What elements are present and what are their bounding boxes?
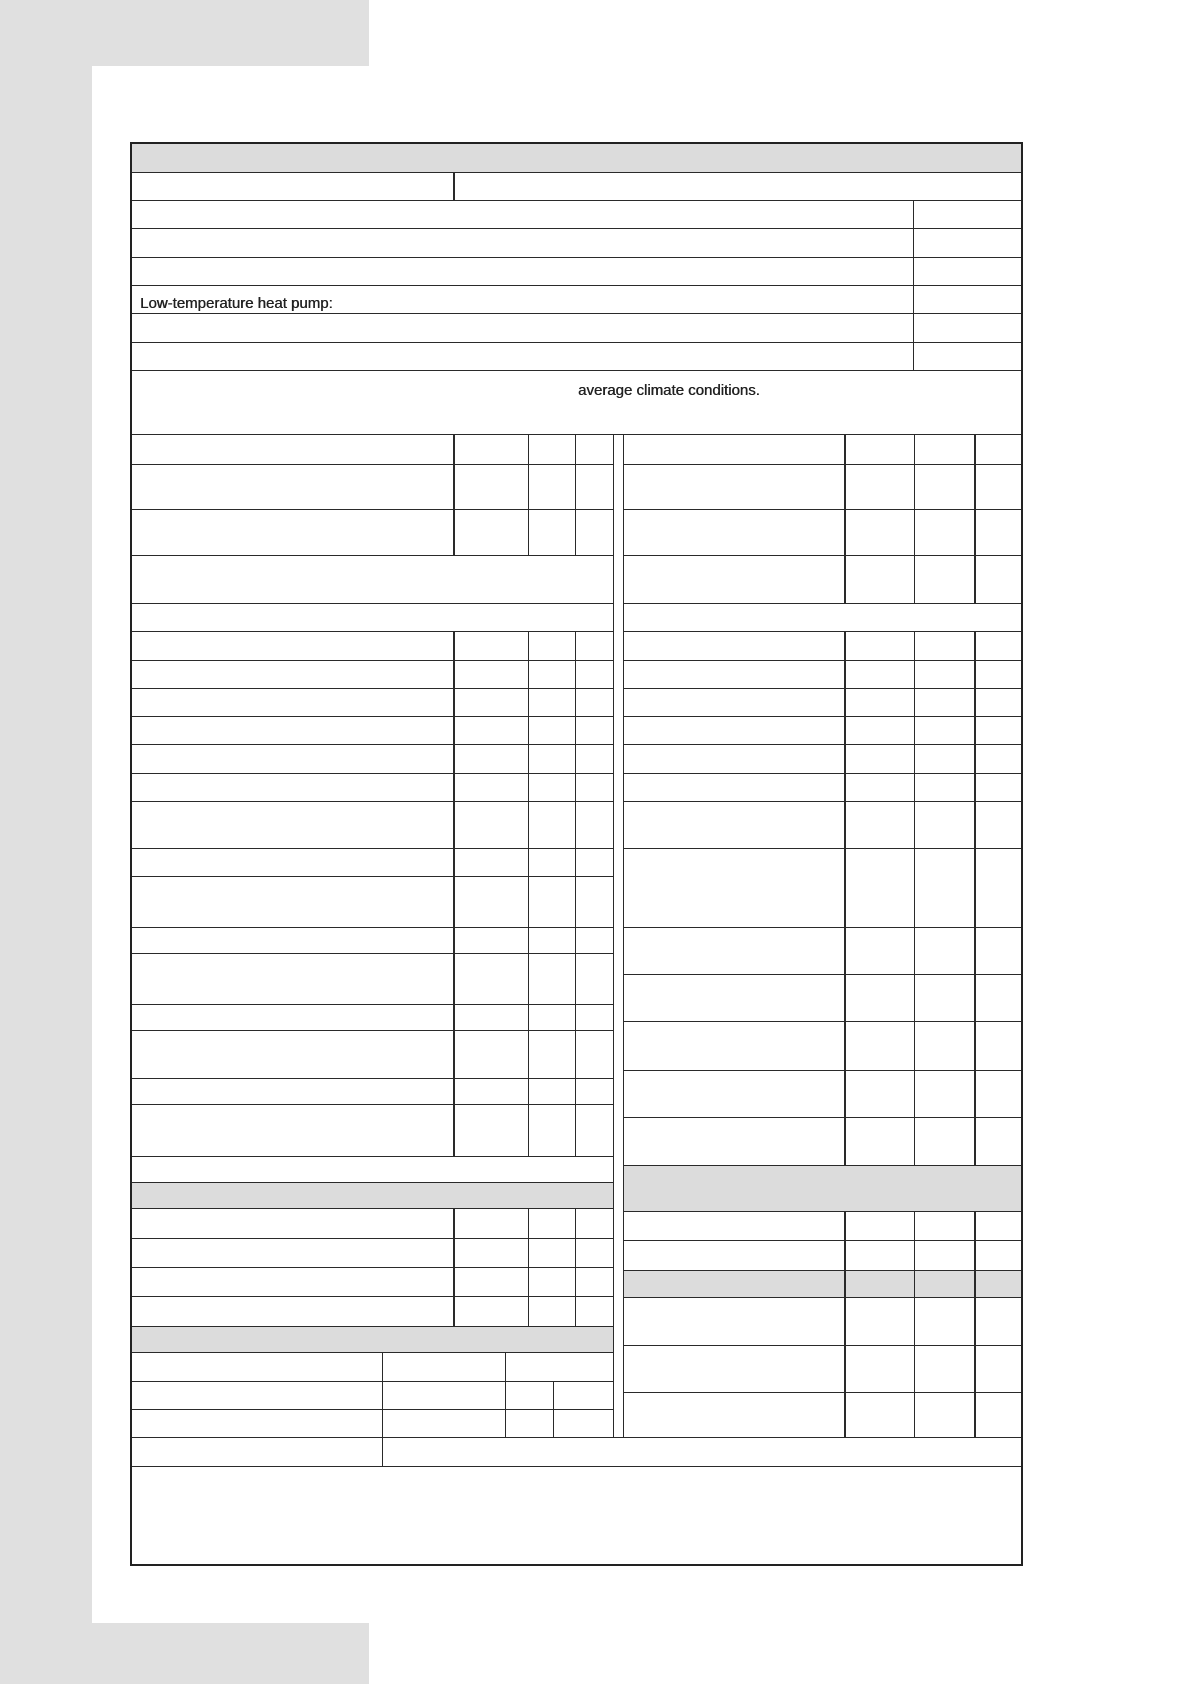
- table-rule: [528, 434, 529, 555]
- table-rule: [844, 1211, 846, 1437]
- table-rule: [132, 1156, 613, 1157]
- table-rule: [132, 555, 613, 556]
- table-rule: [132, 1078, 613, 1079]
- table-rule: [844, 631, 846, 1165]
- table-rule: [132, 285, 1021, 286]
- table-rule: [844, 434, 846, 603]
- table-rule: [132, 744, 613, 745]
- table-rule: [132, 1030, 613, 1031]
- table-rule: [914, 631, 915, 1165]
- table-rule: [453, 172, 455, 200]
- shaded-header-band: [132, 1182, 613, 1208]
- table-rule: [623, 1070, 1021, 1071]
- table-rule: [132, 1352, 613, 1353]
- table-rule: [132, 1104, 613, 1105]
- table-rule: [623, 1270, 1021, 1271]
- table-rule: [132, 509, 613, 510]
- table-rule: [132, 1182, 613, 1183]
- table-rule: [132, 1437, 613, 1438]
- table-rule: [132, 1381, 613, 1382]
- table-rule: [528, 631, 529, 1156]
- table-rule: [132, 688, 613, 689]
- table-rule: [132, 228, 1021, 229]
- table-rule: [623, 464, 1021, 465]
- table-rule: [623, 1021, 1021, 1022]
- table-rule: [132, 953, 613, 954]
- table-rule: [132, 1267, 613, 1268]
- table-rule: [132, 801, 613, 802]
- table-rule: [623, 688, 1021, 689]
- table-rule: [623, 1211, 1021, 1212]
- left-margin-band: [0, 0, 92, 1684]
- table-rule: [623, 716, 1021, 717]
- table-rule: [132, 1466, 1021, 1467]
- table-rule: [623, 848, 1021, 849]
- low-temp-heat-pump-label: Low-temperature heat pump:: [140, 295, 333, 312]
- table-rule: [505, 1352, 506, 1437]
- table-rule: [623, 555, 1021, 556]
- table-rule: [623, 434, 624, 1437]
- table-rule: [623, 801, 1021, 802]
- table-rule: [623, 603, 1021, 604]
- table-rule: [575, 1208, 576, 1326]
- table-rule: [623, 927, 1021, 928]
- table-rule: [453, 434, 455, 555]
- table-rule: [132, 200, 1021, 201]
- table-rule: [132, 660, 613, 661]
- table-rule: [132, 631, 613, 632]
- table-rule: [132, 313, 1021, 314]
- table-rule: [575, 631, 576, 1156]
- shaded-header-band: [132, 144, 1021, 172]
- table-rule: [132, 464, 613, 465]
- table-rule: [528, 1208, 529, 1326]
- table-rule: [974, 631, 976, 1165]
- table-rule: [575, 434, 576, 555]
- table-rule: [914, 434, 915, 603]
- table-rule: [623, 509, 1021, 510]
- table-rule: [623, 773, 1021, 774]
- table-rule: [132, 172, 1021, 173]
- table-rule: [132, 773, 613, 774]
- table-rule: [132, 848, 613, 849]
- shaded-header-band: [132, 1326, 613, 1352]
- table-rule: [623, 1437, 1021, 1438]
- table-rule: [623, 631, 1021, 632]
- table-rule: [132, 1409, 613, 1410]
- table-rule: [132, 434, 1021, 435]
- table-rule: [132, 1238, 613, 1239]
- table-rule: [623, 1345, 1021, 1346]
- table-rule: [382, 1352, 383, 1466]
- bottom-left-band: [0, 1623, 369, 1684]
- table-rule: [132, 927, 613, 928]
- shaded-header-band: [623, 1270, 1021, 1297]
- table-rule: [623, 974, 1021, 975]
- table-rule: [623, 744, 1021, 745]
- table-rule: [974, 1211, 976, 1437]
- table-rule: [914, 1211, 915, 1437]
- table-rule: [623, 1297, 1021, 1298]
- table-rule: [623, 1240, 1021, 1241]
- climate-conditions-note: average climate conditions.: [578, 382, 760, 399]
- table-rule: [132, 257, 1021, 258]
- table-rule: [453, 1208, 455, 1326]
- table-rule: [132, 1208, 613, 1209]
- table-rule: [613, 434, 614, 1437]
- table-rule: [623, 1392, 1021, 1393]
- table-rule: [132, 603, 613, 604]
- table-rule: [132, 1296, 613, 1297]
- table-rule: [132, 342, 1021, 343]
- table-rule: [453, 631, 455, 1156]
- table-rule: [623, 1117, 1021, 1118]
- table-rule: [974, 434, 976, 603]
- table-rule: [132, 1004, 613, 1005]
- table-rule: [623, 1165, 1021, 1166]
- table-rule: [553, 1381, 554, 1437]
- table-rule: [132, 370, 1021, 371]
- table-rule: [132, 716, 613, 717]
- table-rule: [623, 660, 1021, 661]
- table-rule: [132, 1326, 613, 1327]
- shaded-header-band: [623, 1165, 1021, 1211]
- table-rule: [913, 200, 914, 370]
- table-rule: [132, 876, 613, 877]
